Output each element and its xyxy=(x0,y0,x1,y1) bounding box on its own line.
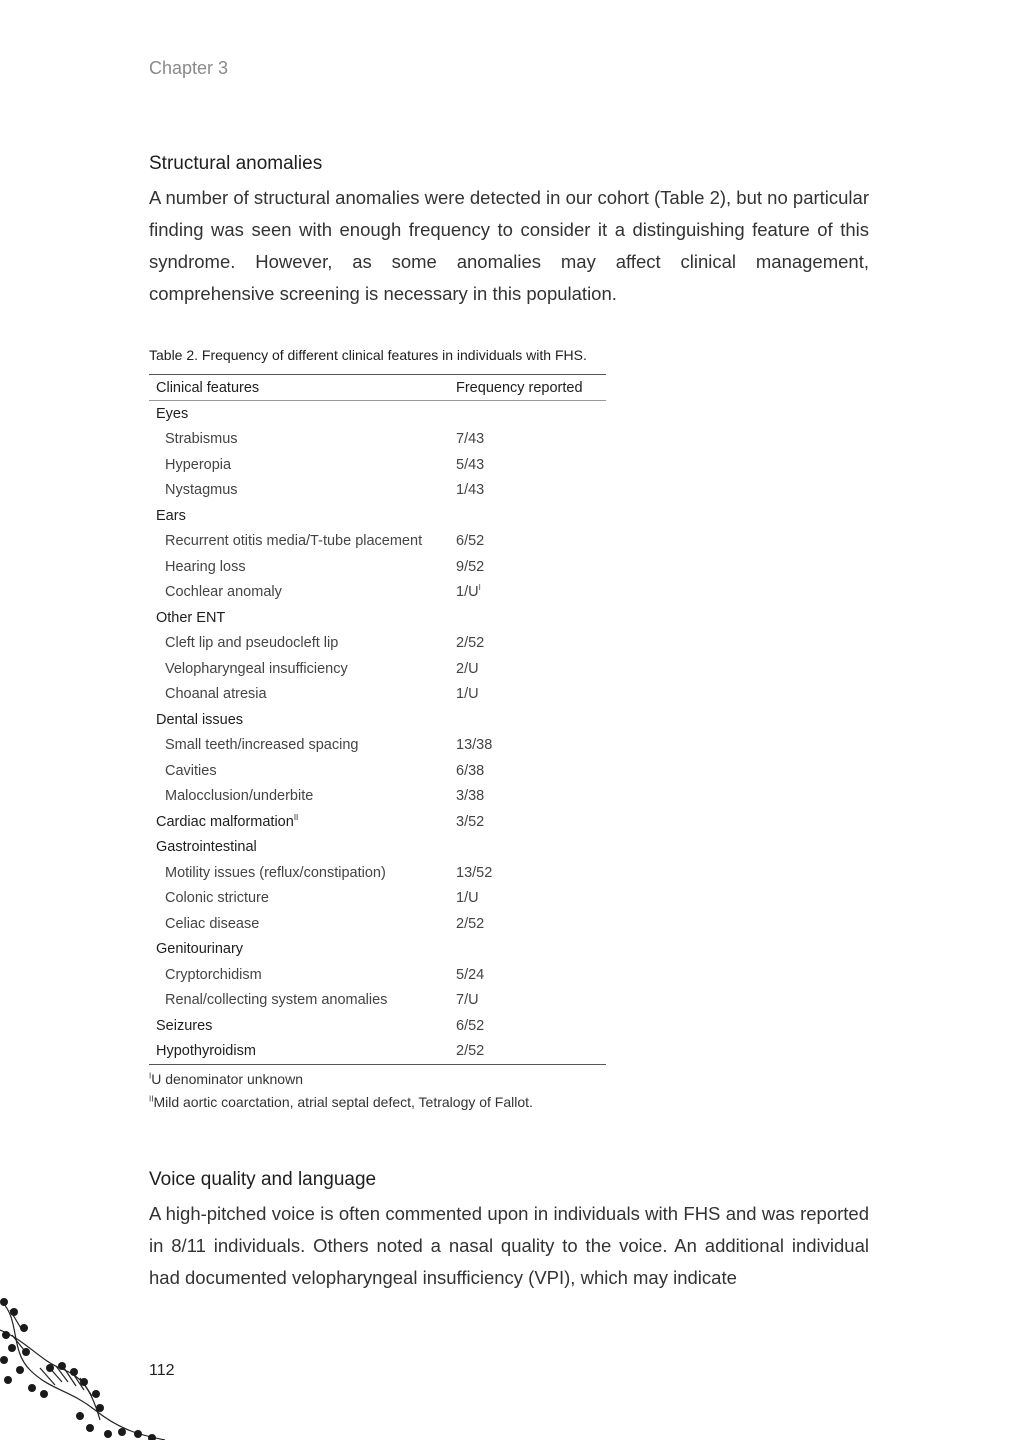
feature-cell xyxy=(149,865,456,881)
frequency-value: 13/52 xyxy=(456,864,493,881)
table-row xyxy=(149,733,606,759)
feature-label: Cryptorchidism xyxy=(165,966,262,983)
table-note-1 xyxy=(149,1071,303,1087)
frequency-value: 13/38 xyxy=(456,737,493,754)
table-row xyxy=(149,988,606,1014)
feature-cell xyxy=(149,916,456,932)
frequency-cell xyxy=(456,661,606,677)
feature-label: Eyes xyxy=(156,405,189,422)
feature-cell xyxy=(149,533,456,549)
clinical-features-table xyxy=(149,374,606,1065)
frequency-value: 5/43 xyxy=(456,456,485,473)
feature-cell xyxy=(149,839,456,855)
feature-cell xyxy=(149,508,456,524)
note-mark: II xyxy=(149,1094,154,1104)
frequency-cell xyxy=(456,686,606,702)
frequency-value: 9/52 xyxy=(456,558,485,575)
feature-cell xyxy=(149,661,456,677)
table-row xyxy=(149,758,606,784)
dna-helix-decoration-icon xyxy=(0,1290,170,1440)
frequency-value: 3/52 xyxy=(456,813,485,830)
note-text: U denominator unknown xyxy=(151,1071,303,1087)
feature-label: Hypothyroidism xyxy=(156,1043,256,1060)
frequency-cell xyxy=(456,482,606,498)
frequency-cell xyxy=(456,533,606,549)
table-row xyxy=(149,860,606,886)
table-row xyxy=(149,631,606,657)
feature-label: Hearing loss xyxy=(165,558,246,575)
footnote-mark: I xyxy=(478,583,481,593)
feature-cell xyxy=(149,686,456,702)
feature-label: Other ENT xyxy=(156,609,226,626)
frequency-value: 6/52 xyxy=(456,1017,485,1034)
table-body xyxy=(149,401,606,1064)
feature-cell xyxy=(149,635,456,651)
feature-label: Nystagmus xyxy=(165,482,238,499)
feature-label: Colonic stricture xyxy=(165,890,269,907)
frequency-cell xyxy=(456,890,606,906)
frequency-cell xyxy=(456,1018,606,1034)
table-row xyxy=(149,452,606,478)
feature-label: Celiac disease xyxy=(165,915,260,932)
feature-label: Hyperopia xyxy=(165,456,232,473)
frequency-value: 2/52 xyxy=(456,1043,485,1060)
feature-label: Dental issues xyxy=(156,711,244,728)
feature-cell xyxy=(149,431,456,447)
table-row xyxy=(149,580,606,606)
table-group-row xyxy=(149,707,606,733)
frequency-value: 2/52 xyxy=(456,635,485,652)
feature-label: Cochlear anomaly xyxy=(165,584,282,601)
table-row xyxy=(149,784,606,810)
frequency-cell xyxy=(456,967,606,983)
frequency-cell xyxy=(456,559,606,575)
column-header-features: Clinical features xyxy=(156,379,260,396)
table-row xyxy=(149,427,606,453)
frequency-cell xyxy=(456,788,606,804)
feature-cell xyxy=(149,406,456,422)
table-note-2 xyxy=(149,1094,533,1110)
table-group-row xyxy=(149,401,606,427)
feature-label: Malocclusion/underbite xyxy=(165,788,314,805)
feature-label: Recurrent otitis media/T-tube placement xyxy=(165,533,423,550)
table-group-row xyxy=(149,1039,606,1065)
frequency-cell xyxy=(456,992,606,1008)
feature-label: Renal/collecting system anomalies xyxy=(165,992,388,1009)
feature-cell xyxy=(149,788,456,804)
feature-cell xyxy=(149,941,456,957)
table-caption: Table 2. Frequency of different clinical features in individuals with FHS. xyxy=(149,347,587,363)
feature-label: Gastrointestinal xyxy=(156,839,257,856)
feature-label: Seizures xyxy=(156,1017,213,1034)
table-row xyxy=(149,529,606,555)
table-row xyxy=(149,911,606,937)
feature-cell xyxy=(149,1018,456,1034)
feature-cell xyxy=(149,737,456,753)
feature-label: Cavities xyxy=(165,762,217,779)
feature-cell xyxy=(149,967,456,983)
chapter-header: Chapter 3 xyxy=(149,58,229,78)
feature-cell xyxy=(149,1043,456,1059)
column-header-frequency: Frequency reported xyxy=(456,379,583,396)
page-number: 112 xyxy=(149,1362,175,1379)
note-text: Mild aortic coarctation, atrial septal defect, Tetralogy of Fallot. xyxy=(153,1094,533,1110)
table-group-row xyxy=(149,835,606,861)
feature-cell xyxy=(149,763,456,779)
frequency-value: 2/52 xyxy=(456,915,485,932)
frequency-value: 3/38 xyxy=(456,788,485,805)
frequency-value: 6/38 xyxy=(456,762,485,779)
paragraph-structural: A number of structural anomalies were detected in our cohort (Table 2), but no particular finding was seen with enough frequency to consider it a distinguishing feature of this syndrome. However, as some anomalies may affect clinical management, comprehensive screening is necessary in this population. xyxy=(149,187,869,304)
table-group-row xyxy=(149,1013,606,1039)
feature-cell xyxy=(149,712,456,728)
feature-cell xyxy=(149,584,456,600)
feature-cell xyxy=(149,992,456,1008)
table-row xyxy=(149,682,606,708)
feature-label: Strabismus xyxy=(165,431,238,448)
frequency-value: 1/U xyxy=(456,890,479,907)
feature-label: Choanal atresia xyxy=(165,686,267,703)
feature-cell xyxy=(149,457,456,473)
feature-label: Ears xyxy=(156,507,186,524)
table-row xyxy=(149,656,606,682)
section-heading-voice: Voice quality and language xyxy=(149,1169,377,1190)
frequency-cell xyxy=(456,814,606,830)
feature-cell xyxy=(149,890,456,906)
frequency-value: 6/52 xyxy=(456,533,485,550)
section-heading-structural: Structural anomalies xyxy=(149,153,323,174)
table-row xyxy=(149,886,606,912)
paragraph-voice: A high-pitched voice is often commented upon in individuals with FHS and was reported in 8/11 individuals. Others noted a nasal quality to the voice. An additional individual had documented velopharyngeal insufficiency (VPI), which may indicate xyxy=(149,1203,869,1288)
table-row xyxy=(149,962,606,988)
feature-label: Cleft lip and pseudocleft lip xyxy=(165,635,339,652)
table-header-row xyxy=(149,375,606,401)
frequency-value: 5/24 xyxy=(456,966,485,983)
note-mark: I xyxy=(149,1071,152,1081)
table-group-row xyxy=(149,809,606,835)
frequency-cell xyxy=(456,457,606,473)
feature-label: Genitourinary xyxy=(156,941,244,958)
frequency-value: 1/43 xyxy=(456,482,485,499)
feature-label: Cardiac malformation xyxy=(156,813,294,830)
table-group-row xyxy=(149,503,606,529)
frequency-cell xyxy=(456,865,606,881)
feature-label: Small teeth/increased spacing xyxy=(165,737,359,754)
frequency-value: 7/43 xyxy=(456,431,485,448)
feature-label: Motility issues (reflux/constipation) xyxy=(165,864,386,881)
table-row xyxy=(149,554,606,580)
frequency-value: 1/U xyxy=(456,686,479,703)
feature-cell xyxy=(149,559,456,575)
frequency-value: 7/U xyxy=(456,992,479,1009)
frequency-value: 2/U xyxy=(456,660,479,677)
frequency-cell xyxy=(456,584,606,600)
frequency-cell xyxy=(456,737,606,753)
frequency-cell xyxy=(456,763,606,779)
table-row xyxy=(149,478,606,504)
frequency-value: 1/U xyxy=(456,584,479,601)
table-group-row xyxy=(149,937,606,963)
footnote-mark: II xyxy=(293,812,299,822)
feature-cell xyxy=(149,814,456,830)
frequency-cell xyxy=(456,1043,606,1059)
feature-cell xyxy=(149,610,456,626)
table-group-row xyxy=(149,605,606,631)
feature-cell xyxy=(149,482,456,498)
feature-label: Velopharyngeal insufficiency xyxy=(165,660,348,677)
frequency-cell xyxy=(456,916,606,932)
frequency-cell xyxy=(456,635,606,651)
frequency-cell xyxy=(456,431,606,447)
